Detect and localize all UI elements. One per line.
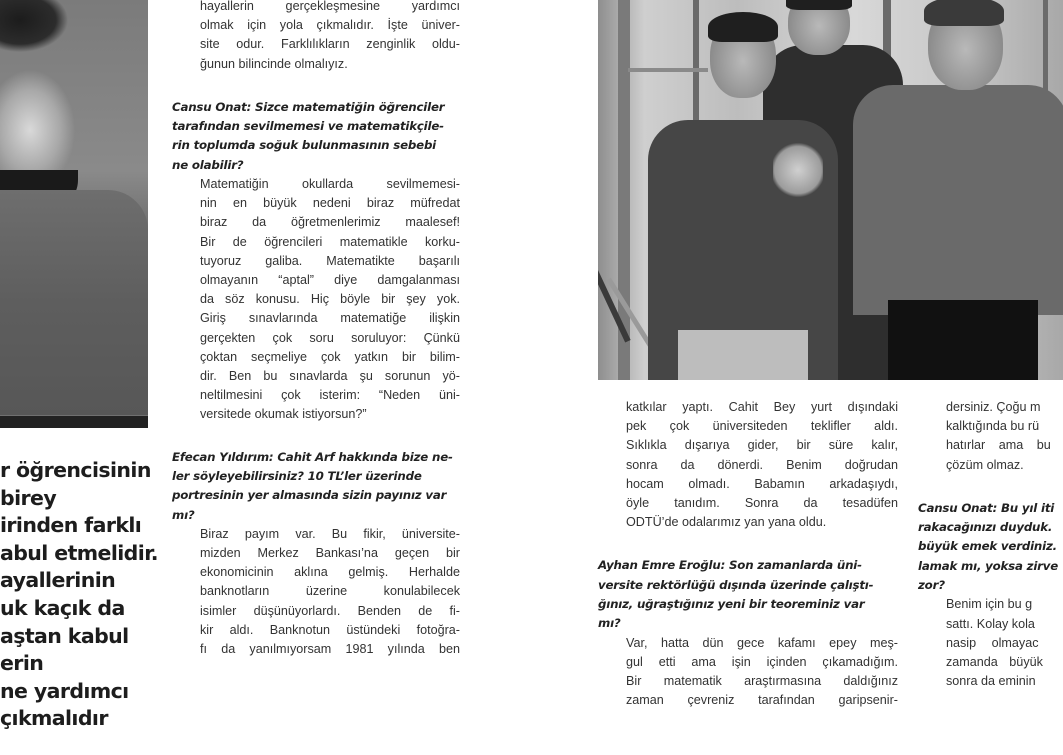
portrait-photo: [0, 0, 148, 428]
question-line: rin toplumda soğuk bulunmasının sebebi: [172, 138, 437, 153]
text-line: Var, hatta dün gece kafamı epey meş-: [626, 635, 898, 650]
pull-quote-line: abul etmelidir.: [0, 540, 158, 565]
text-line: çoktan seçmeliye çok yatkın bir bilim-: [200, 349, 460, 364]
question-line: Ayhan Emre Eroğlu: Son zamanlarda üni-: [598, 558, 862, 573]
answer-paragraph: [598, 398, 898, 532]
text-line: versitede okumak istiyorsun?”: [200, 407, 367, 422]
answer-paragraph: [918, 595, 1063, 691]
text-line: hocam olmadı. Babamın arkadaşıydı,: [626, 476, 898, 491]
answer-paragraph: [598, 634, 898, 711]
pull-quote-line: erin: [0, 651, 44, 676]
text-line: gul etti ama işin içinden çıkamadığım.: [626, 654, 898, 669]
question-line: Cansu Onat: Sizce matematiğin öğrenciler: [172, 99, 445, 114]
text-line: kalktığında bu rü: [946, 419, 1040, 434]
question-line: portresinin yer almasında sizin payınız var: [172, 488, 447, 503]
text-line: Matematiğin okullarda sevilmemesi-: [200, 177, 460, 191]
question-line: mı?: [598, 616, 621, 631]
question-line: ne olabilir?: [172, 157, 244, 172]
text-line: Bir de öğrencileri matematikle korku-: [200, 234, 460, 249]
text-line: biraz da öğretmenlerimiz maalesef!: [200, 215, 460, 230]
pull-quote-line: uk kaçık da: [0, 595, 125, 620]
pull-quote-line: irinden farklı: [0, 513, 142, 538]
interview-question: [172, 448, 460, 525]
photo-bottom-edge: [0, 416, 148, 428]
pull-quote-line: ne yardımcı: [0, 678, 129, 703]
question-line: zor?: [918, 578, 945, 592]
interview-question: [918, 499, 1063, 595]
article-column-1: [172, 0, 460, 659]
text-line: nasip olmayac: [946, 635, 1039, 650]
pull-quote-line: çıkmalıdır: [0, 706, 108, 731]
answer-paragraph: [172, 525, 460, 659]
text-line: zaman çevreniz tarafından garipsenir-: [626, 693, 898, 708]
pull-quote: [0, 457, 175, 733]
interview-question: [172, 98, 460, 175]
question-line: lamak mı, yoksa zirve: [918, 558, 1059, 573]
text-line: Benim için bu g: [946, 597, 1033, 612]
group-photo: [598, 0, 1063, 380]
text-line: hayallerin gerçekleşmesine yardımcı: [200, 0, 460, 13]
text-line: ODTÜ’de odalarımız yan yana oldu.: [626, 515, 827, 530]
text-line: katkılar yaptı. Cahit Bey yurt dışındaki: [626, 400, 898, 414]
text-line: kir aldı. Banknotun üstündeki fotoğra-: [200, 622, 460, 637]
pull-quote-line: ayallerinin: [0, 568, 116, 593]
text-line: isimler düşünüyorlardı. Benden de fi-: [200, 603, 460, 618]
interview-question: [598, 556, 898, 633]
question-line: mı?: [172, 507, 195, 522]
text-line: ekonomicinin aklına gelmiş. Herhalde: [200, 565, 460, 580]
photo-window-frame: [628, 68, 708, 72]
pull-quote-line: r öğrencisinin: [0, 458, 151, 482]
text-line: zamanda büyük: [946, 654, 1043, 669]
question-line: tarafından sevilmemesi ve matematikçile-: [172, 119, 444, 134]
answer-paragraph: [172, 175, 460, 425]
text-line: olmayanın “aptal” diye damgalanması: [200, 273, 460, 288]
question-line: büyük emek verdiniz.: [918, 539, 1057, 554]
text-line: neltilmesini çok isterim: “Neden üni-: [200, 388, 460, 403]
text-line: gerçekten çok soru soruluyor: Çünkü: [200, 330, 460, 345]
text-line: tuyoruz galiba. Matematikte başarılı: [200, 253, 460, 268]
text-line: pek çok üniversiteden teklifler aldı.: [626, 419, 898, 434]
answer-paragraph: [172, 0, 460, 74]
text-line: Biraz payım var. Bu fikir, üniversite-: [200, 526, 460, 541]
text-line: ğunun bilincinde olmalıyız.: [200, 56, 348, 71]
article-column-3: [918, 398, 1063, 691]
text-line: banknotların üzerine konulabilecek: [200, 584, 460, 599]
text-line: öyle tanıdım. Sonra da tesadüfen: [626, 496, 898, 511]
answer-paragraph: [918, 398, 1063, 475]
question-line: Cansu Onat: Bu yıl iti: [918, 500, 1055, 515]
text-line: sattı. Kolay kola: [946, 616, 1035, 631]
text-line: mizden Merkez Bankası’na geçen bir: [200, 546, 460, 561]
text-line: da söz konusu. Hiç böyle bir şey yok.: [200, 292, 460, 307]
text-line: site odur. Farklılıkların zenginlik oldu-: [200, 37, 460, 52]
question-line: Efecan Yıldırım: Cahit Arf hakkında bize ne-: [172, 449, 453, 464]
text-line: dir. Ben bu sınavlarda şu sorunun yö-: [200, 369, 460, 384]
question-line: ler söyleyebilirsiniz? 10 TL’ler üzerinde: [172, 468, 422, 483]
text-line: sonra da dönerdi. Benim doğrudan: [626, 457, 898, 472]
text-line: Giriş sınavlarında matematiğe ilişkin: [200, 311, 460, 326]
article-column-2: [598, 398, 898, 710]
text-line: Sıklıkla dışarıya gider, bir süre kalır,: [626, 438, 898, 453]
text-line: Bir matematik araştırmasına daldığınız: [626, 674, 898, 689]
text-line: çözüm olmaz.: [946, 457, 1024, 472]
text-line: nin en büyük nedeni biraz müfredat: [200, 196, 460, 211]
text-line: sonra da eminin: [946, 674, 1036, 689]
text-line: olmak için yola çıkmalıdır. İşte üniver-: [200, 18, 460, 33]
question-line: ğınız, uğraştığınız yeni bir teoreminiz var: [598, 597, 865, 612]
text-line: dersiniz. Çoğu m: [946, 400, 1041, 414]
pull-quote-line: birey: [0, 485, 57, 510]
text-line: hatırlar ama bu: [946, 438, 1051, 453]
pull-quote-line: aştan kabul: [0, 623, 129, 648]
text-line: fı da yanılmıyorsam 1981 yılında ben: [200, 642, 460, 657]
question-line: versite rektörlüğü dışında üzerinde çalıştı-: [598, 577, 874, 592]
question-line: rakacağınızı duyduk.: [918, 520, 1053, 535]
photo-sweater-shape: [0, 190, 148, 415]
